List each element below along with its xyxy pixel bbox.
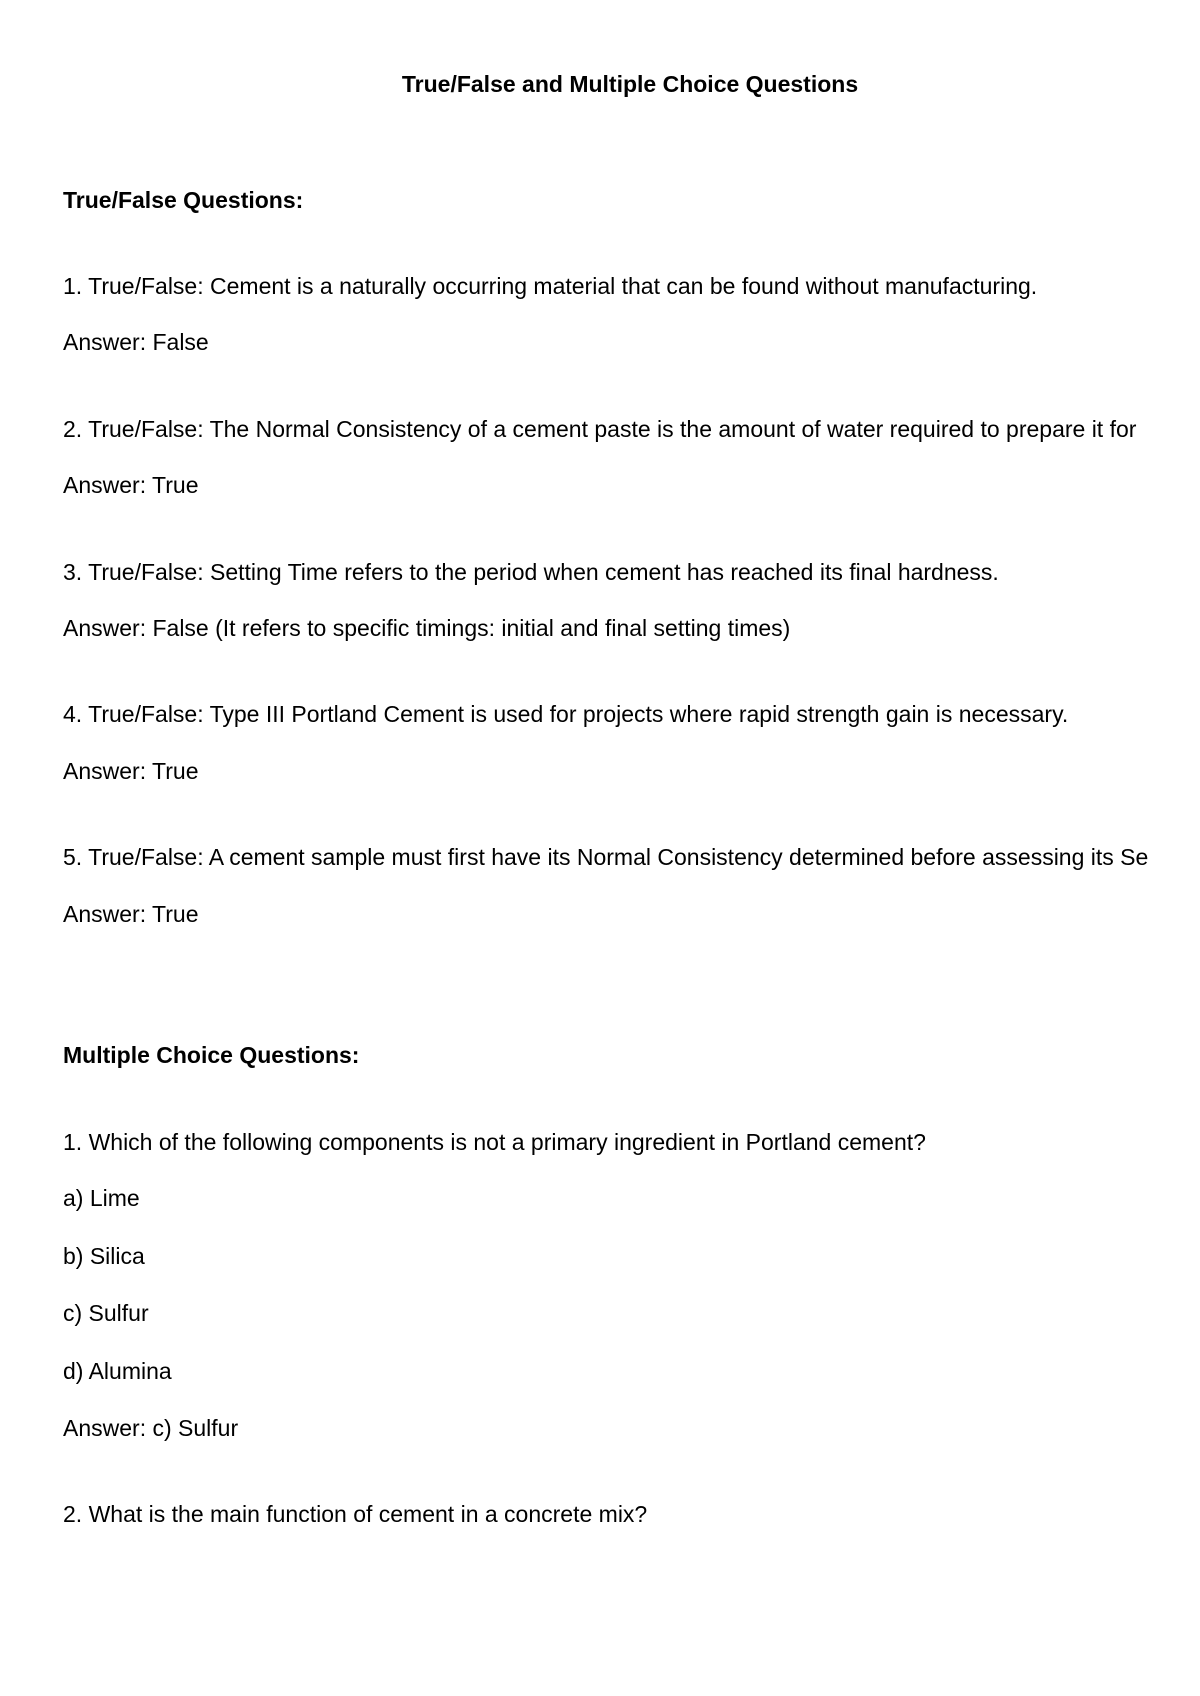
tf-answer-3: Answer: False (It refers to specific timings: initial and final setting times): [63, 615, 791, 641]
page-title: True/False and Multiple Choice Questions: [401, 71, 859, 97]
tf-question-4: 4. True/False: Type III Portland Cement is used for projects where rapid strength gain is necessary.: [63, 701, 1069, 727]
tf-question-5: 5. True/False: A cement sample must first have its Normal Consistency determined before assessing its Se: [63, 844, 1149, 870]
tf-answer-4: Answer: True: [63, 758, 199, 784]
mc-option-a: a) Lime: [63, 1185, 140, 1211]
mc-option-c: c) Sulfur: [63, 1300, 149, 1326]
tf-question-1: 1. True/False: Cement is a naturally occurring material that can be found without manufacturing.: [63, 273, 1038, 299]
mc-section-heading: Multiple Choice Questions:: [63, 1042, 360, 1068]
tf-answer-1: Answer: False: [63, 329, 209, 355]
tf-answer-2: Answer: True: [63, 472, 199, 498]
mc-question-2: 2. What is the main function of cement in a concrete mix?: [63, 1501, 648, 1527]
mc-option-b: b) Silica: [63, 1243, 145, 1269]
tf-answer-5: Answer: True: [63, 901, 199, 927]
mc-answer-1: Answer: c) Sulfur: [63, 1415, 239, 1441]
tf-section-heading: True/False Questions:: [63, 187, 304, 213]
tf-question-2: 2. True/False: The Normal Consistency of a cement paste is the amount of water required to prepare it for: [63, 416, 1137, 442]
mc-question-1: 1. Which of the following components is not a primary ingredient in Portland cement?: [63, 1129, 926, 1155]
mc-option-d: d) Alumina: [63, 1358, 172, 1384]
tf-question-3: 3. True/False: Setting Time refers to the period when cement has reached its final hardness.: [63, 559, 999, 585]
